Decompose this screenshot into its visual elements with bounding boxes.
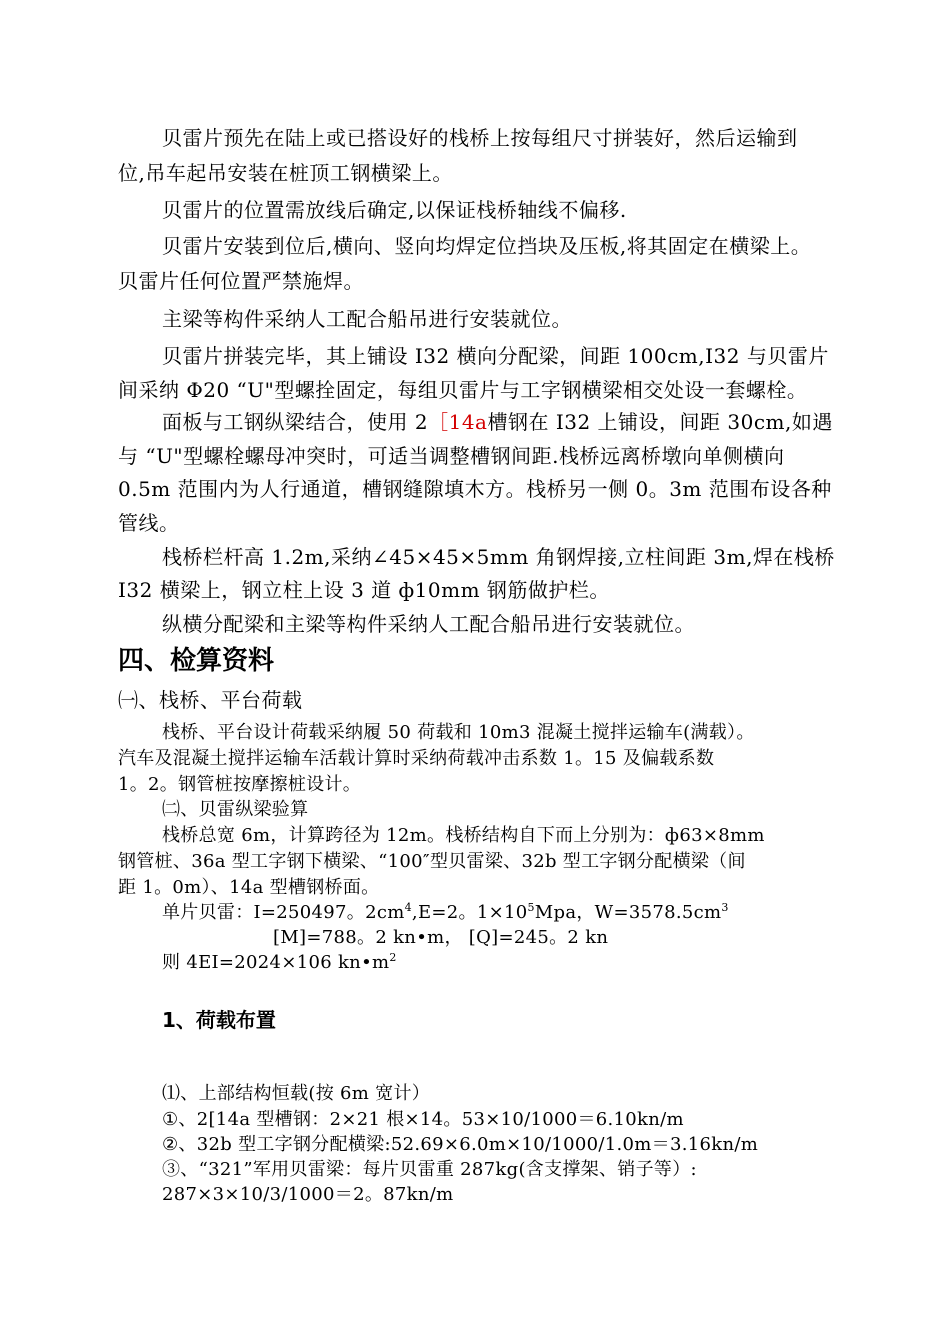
deck-line1-text-a: 面板与工钢纵梁结合，使用 2 [162, 410, 429, 434]
paragraph-bailey-fixing-line2: 贝雷片任何位置严禁施焊。 [118, 269, 364, 293]
single-bailey-text-c: Mpa，W=3578.5cm [534, 902, 722, 923]
subheading-trestle-load: ㈠、栈桥、平台荷载 [118, 688, 303, 712]
dead-load-title: ⑴、上部结构恒载(按 6m 宽计） [162, 1083, 431, 1104]
paragraph-distribution-beam-line1: 贝雷片拼装完毕，其上铺设 I32 横向分配梁，间距 100cm,I32 与贝雷片 [162, 344, 829, 368]
paragraph-railing-line1: 栈桥栏杆高 1.2m,采纳∠45×45×5mm 角钢焊接,立柱间距 3m,焊在栈桥 [162, 545, 835, 569]
paragraph-deck-line4: 管线。 [118, 511, 180, 535]
dead-load-item-channel: ①、2[14a 型槽钢：2×21 根×14。53×10/1000＝6.10kn/m [162, 1109, 684, 1130]
dead-load-item-ibeam: ②、32b 型工字钢分配横梁:52.69×6.0m×10/1000/1.0m＝3.16kn/m [162, 1134, 759, 1155]
paragraph-deck-line3: 0.5m 范围内为人行通道，槽钢缝隙填木方。栈桥另一侧 0。3m 范围布设各种 [118, 477, 832, 501]
section-heading-checking-data: 四、检算资料 [118, 646, 275, 676]
beam-text-line1: 栈桥总宽 6m，计算跨径为 12m。栈桥结构自下而上分别为：ф63×8mm [162, 825, 765, 846]
stiffness-4ei [162, 952, 397, 974]
paragraph-installation: 纵横分配梁和主梁等构件采纳人工配合船吊进行安装就位。 [162, 612, 695, 636]
section-modulus-exponent: 3 [721, 901, 729, 914]
paragraph-deck-line1 [162, 410, 833, 434]
paragraph-bailey-position: 贝雷片的位置需放线后确定,以保证栈桥轴线不偏移. [162, 198, 627, 222]
modulus-exponent: 5 [527, 901, 535, 914]
dead-load-item-bailey-line2: 287×3×10/3/1000＝2。87kn/m [162, 1184, 454, 1205]
stiffness-text: 则 4EI=2024×106 kn•m [162, 952, 390, 973]
single-bailey-text-a: 单片贝雷：I=250497。2cm [162, 902, 405, 923]
deck-line1-text-b: 槽钢在 I32 上铺设，间距 30cm,如遇 [487, 410, 833, 434]
subheading-bailey-beam-check: ㈡、贝雷纵梁验算 [162, 799, 309, 820]
channel-steel-highlight: ［14a [428, 410, 488, 434]
paragraph-bailey-fixing-line1: 贝雷片安装到位后,横向、竖向均焊定位挡块及压板,将其固定在横梁上。 [162, 234, 812, 258]
inertia-exponent: 4 [404, 901, 412, 914]
paragraph-main-beam: 主梁等构件采纳人工配合船吊进行安装就位。 [162, 307, 572, 331]
paragraph-bailey-assembly-line1: 贝雷片预先在陆上或已搭设好的栈桥上按每组尺寸拼装好，然后运输到 [162, 126, 798, 150]
load-text-line2: 汽车及混凝土搅拌运输车活载计算时采纳荷载冲击系数 1。15 及偏载系数 [118, 748, 715, 769]
paragraph-distribution-beam-line2: 间采纳 Φ20 “U"型螺拴固定，每组贝雷片与工字钢横梁相交处设一套螺栓。 [118, 378, 808, 402]
stiffness-exponent: 2 [389, 951, 397, 964]
paragraph-bailey-assembly-line2: 位,吊车起吊安装在桩顶工钢横梁上。 [118, 161, 453, 185]
heading-load-layout: 1、荷载布置 [162, 1008, 276, 1032]
paragraph-deck-line2: 与 “U"型螺栓螺母冲突时，可适当调整槽钢间距.栈桥远离桥墩向单侧横向 [118, 444, 785, 468]
allowable-moment-shear: [M]=788。2 kn•m， [Q]=245。2 kn [273, 927, 609, 948]
paragraph-railing-line2: I32 横梁上，钢立柱上设 3 道 ф10mm 钢筋做护栏。 [118, 578, 610, 602]
single-bailey-properties [162, 902, 729, 924]
single-bailey-text-b: ,E=2。1×10 [411, 902, 528, 923]
load-text-line1: 栈桥、平台设计荷载采纳履 50 荷载和 10m3 混凝土搅拌运输车(满载）。 [162, 722, 755, 743]
dead-load-item-bailey-line1: ③、“321”军用贝雷梁：每片贝雷重 287kg(含支撑架、销子等）: [162, 1159, 697, 1180]
load-text-line3: 1。2。钢管桩按摩擦桩设计。 [118, 774, 362, 795]
beam-text-line2: 钢管桩、36a 型工字钢下横梁、“100″型贝雷梁、32b 型工字钢分配横梁（间 [118, 851, 746, 872]
beam-text-line3: 距 1。0m）、14a 型槽钢桥面。 [118, 877, 380, 898]
